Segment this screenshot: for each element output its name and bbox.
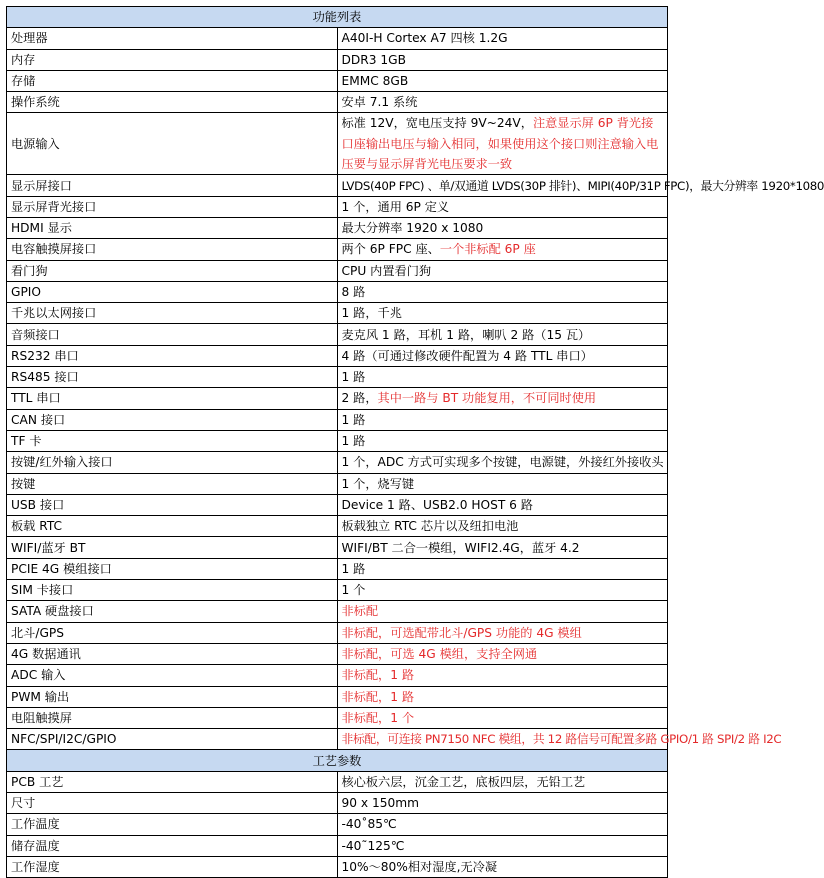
table-row — [7, 580, 668, 601]
highlight-text: 非标配，可选 4G 模组，支持全网通 — [342, 647, 538, 661]
value-text: 1 路 — [342, 562, 366, 576]
highlight-text: 非标配 — [342, 604, 379, 618]
row-label: 电容触摸屏接口 — [7, 239, 338, 260]
row-label: 电阻触摸屏 — [7, 707, 338, 728]
row-label: PCB 工艺 — [7, 771, 338, 792]
value-text: 安卓 7.1 系统 — [342, 95, 418, 109]
table-row — [7, 494, 668, 515]
row-label: WIFI/蓝牙 BT — [7, 537, 338, 558]
value-text: 1 个，烧写键 — [342, 477, 415, 491]
table-row — [7, 729, 668, 750]
table-row — [7, 367, 668, 388]
row-value — [337, 622, 668, 643]
spec-table — [6, 6, 668, 878]
row-value — [337, 665, 668, 686]
row-value — [337, 580, 668, 601]
row-value — [337, 28, 668, 49]
table-row — [7, 558, 668, 579]
row-label: 显示屏背光接口 — [7, 196, 338, 217]
row-label: CAN 接口 — [7, 409, 338, 430]
row-label: 工作湿度 — [7, 856, 338, 877]
row-value — [337, 835, 668, 856]
highlight-text: 非标配，可选配带北斗/GPS 功能的 4G 模组 — [342, 626, 582, 640]
row-value — [337, 49, 668, 70]
row-value — [337, 686, 668, 707]
row-label: 操作系统 — [7, 92, 338, 113]
value-text: 两个 6P FPC 座、 — [342, 242, 440, 256]
row-label: 存储 — [7, 70, 338, 91]
row-label: USB 接口 — [7, 494, 338, 515]
section-title: 功能列表 — [7, 7, 668, 28]
row-label: 按键 — [7, 473, 338, 494]
table-row — [7, 281, 668, 302]
table-row — [7, 324, 668, 345]
row-label: 千兆以太网接口 — [7, 303, 338, 324]
row-label: 音频接口 — [7, 324, 338, 345]
row-label: 4G 数据通讯 — [7, 643, 338, 664]
value-text: 4 路（可通过修改硬件配置为 4 路 TTL 串口） — [342, 349, 593, 363]
value-text: A40I-H Cortex A7 四核 1.2G — [342, 31, 508, 45]
row-label: SIM 卡接口 — [7, 580, 338, 601]
row-value — [337, 452, 668, 473]
value-text: 1 路，千兆 — [342, 306, 402, 320]
section-header-features — [7, 7, 668, 28]
table-row — [7, 260, 668, 281]
table-row — [7, 430, 668, 451]
table-row — [7, 665, 668, 686]
table-row — [7, 49, 668, 70]
row-value — [337, 601, 668, 622]
value-text: 最大分辨率 1920 x 1080 — [342, 221, 484, 235]
row-value — [337, 537, 668, 558]
table-row — [7, 643, 668, 664]
highlight-text: 非标配，1 路 — [342, 690, 415, 704]
table-row — [7, 856, 668, 877]
row-value — [337, 409, 668, 430]
table-row — [7, 113, 668, 175]
value-text: 1 路 — [342, 434, 366, 448]
row-value — [337, 281, 668, 302]
value-text: LVDS(40P FPC) 、单/双通道 LVDS(30P 排针)、MIPI(40P/31P FPC)，最大分辨率 1920*1080 — [342, 179, 824, 193]
table-row — [7, 537, 668, 558]
row-value — [337, 388, 668, 409]
row-label: 处理器 — [7, 28, 338, 49]
table-row — [7, 814, 668, 835]
value-text: 90 x 150mm — [342, 796, 419, 810]
value-text: 8 路 — [342, 285, 366, 299]
value-text: 标准 12V，宽电压支持 9V~24V， — [342, 116, 533, 130]
table-row — [7, 28, 668, 49]
value-text: 1 个，ADC 方式可实现多个按键，电源键，外接红外接收头 — [342, 455, 664, 469]
table-row — [7, 622, 668, 643]
row-label: TTL 串口 — [7, 388, 338, 409]
value-text: 1 个，通用 6P 定义 — [342, 200, 450, 214]
row-label: ADC 输入 — [7, 665, 338, 686]
row-label: 北斗/GPS — [7, 622, 338, 643]
row-label: 电源输入 — [7, 113, 338, 175]
highlight-text: 非标配，可连接 PN7150 NFC 模组，共 12 路信号可配置多路 GPIO/1 路 SPI/2 路 I2C — [342, 732, 782, 746]
row-value — [337, 771, 668, 792]
value-text: 10%～80%相对湿度,无冷凝 — [342, 860, 498, 874]
row-label: 储存温度 — [7, 835, 338, 856]
row-label: SATA 硬盘接口 — [7, 601, 338, 622]
table-row — [7, 771, 668, 792]
row-value — [337, 473, 668, 494]
row-value — [337, 707, 668, 728]
highlight-text: 注意显示屏 6P 背光接口座输出电压与输入相同，如果使用这个接口则注意输入电压要与显示屏背光电压要求一致 — [342, 116, 659, 171]
row-value — [337, 113, 668, 175]
row-value — [337, 196, 668, 217]
row-label: HDMI 显示 — [7, 217, 338, 238]
table-row — [7, 601, 668, 622]
section-title: 工艺参数 — [7, 750, 668, 771]
row-value — [337, 239, 668, 260]
value-text: 麦克风 1 路，耳机 1 路，喇叭 2 路（15 瓦） — [342, 328, 591, 342]
row-label: 内存 — [7, 49, 338, 70]
row-label: 按键/红外输入接口 — [7, 452, 338, 473]
row-value — [337, 367, 668, 388]
table-row — [7, 92, 668, 113]
row-value — [337, 792, 668, 813]
row-label: 看门狗 — [7, 260, 338, 281]
value-text: DDR3 1GB — [342, 53, 406, 67]
row-label: PCIE 4G 模组接口 — [7, 558, 338, 579]
row-value — [337, 217, 668, 238]
highlight-text: 其中一路与 BT 功能复用，不可同时使用 — [378, 391, 597, 405]
table-row — [7, 473, 668, 494]
row-label: NFC/SPI/I2C/GPIO — [7, 729, 338, 750]
table-row — [7, 175, 668, 196]
table-row — [7, 452, 668, 473]
row-value — [337, 558, 668, 579]
table-row — [7, 792, 668, 813]
row-value — [337, 324, 668, 345]
value-text: WIFI/BT 二合一模组，WIFI2.4G，蓝牙 4.2 — [342, 541, 580, 555]
table-row — [7, 707, 668, 728]
value-text: -40˜125℃ — [342, 839, 405, 853]
row-value — [337, 92, 668, 113]
value-text: 核心板六层，沉金工艺，底板四层，无铅工艺 — [342, 775, 586, 789]
row-label: 板载 RTC — [7, 516, 338, 537]
table-row — [7, 345, 668, 366]
row-label: TF 卡 — [7, 430, 338, 451]
table-row — [7, 70, 668, 91]
value-text: 1 个 — [342, 583, 366, 597]
row-value — [337, 856, 668, 877]
row-value — [337, 70, 668, 91]
value-text: 板载独立 RTC 芯片以及纽扣电池 — [342, 519, 519, 533]
row-label: PWM 输出 — [7, 686, 338, 707]
row-label: GPIO — [7, 281, 338, 302]
row-value — [337, 729, 668, 750]
table-row — [7, 303, 668, 324]
row-label: 尺寸 — [7, 792, 338, 813]
value-text: CPU 内置看门狗 — [342, 264, 432, 278]
table-row — [7, 409, 668, 430]
section-header-process — [7, 750, 668, 771]
table-row — [7, 686, 668, 707]
value-text: 1 路 — [342, 370, 366, 384]
row-value — [337, 303, 668, 324]
table-row — [7, 388, 668, 409]
row-value — [337, 430, 668, 451]
row-label: RS232 串口 — [7, 345, 338, 366]
highlight-text: 一个非标配 6P 座 — [440, 242, 536, 256]
value-text: EMMC 8GB — [342, 74, 409, 88]
value-text: 1 路 — [342, 413, 366, 427]
row-value — [337, 814, 668, 835]
value-text: 2 路， — [342, 391, 378, 405]
row-value — [337, 175, 668, 196]
value-text: Device 1 路、USB2.0 HOST 6 路 — [342, 498, 533, 512]
table-row — [7, 516, 668, 537]
table-row — [7, 217, 668, 238]
row-value — [337, 345, 668, 366]
row-label: 显示屏接口 — [7, 175, 338, 196]
table-row — [7, 196, 668, 217]
value-text: -40˚85℃ — [342, 817, 397, 831]
row-value — [337, 494, 668, 515]
row-value — [337, 516, 668, 537]
table-row — [7, 835, 668, 856]
row-value — [337, 260, 668, 281]
row-value — [337, 643, 668, 664]
row-label: 工作温度 — [7, 814, 338, 835]
highlight-text: 非标配，1 路 — [342, 668, 415, 682]
table-row — [7, 239, 668, 260]
highlight-text: 非标配，1 个 — [342, 711, 415, 725]
row-label: RS485 接口 — [7, 367, 338, 388]
